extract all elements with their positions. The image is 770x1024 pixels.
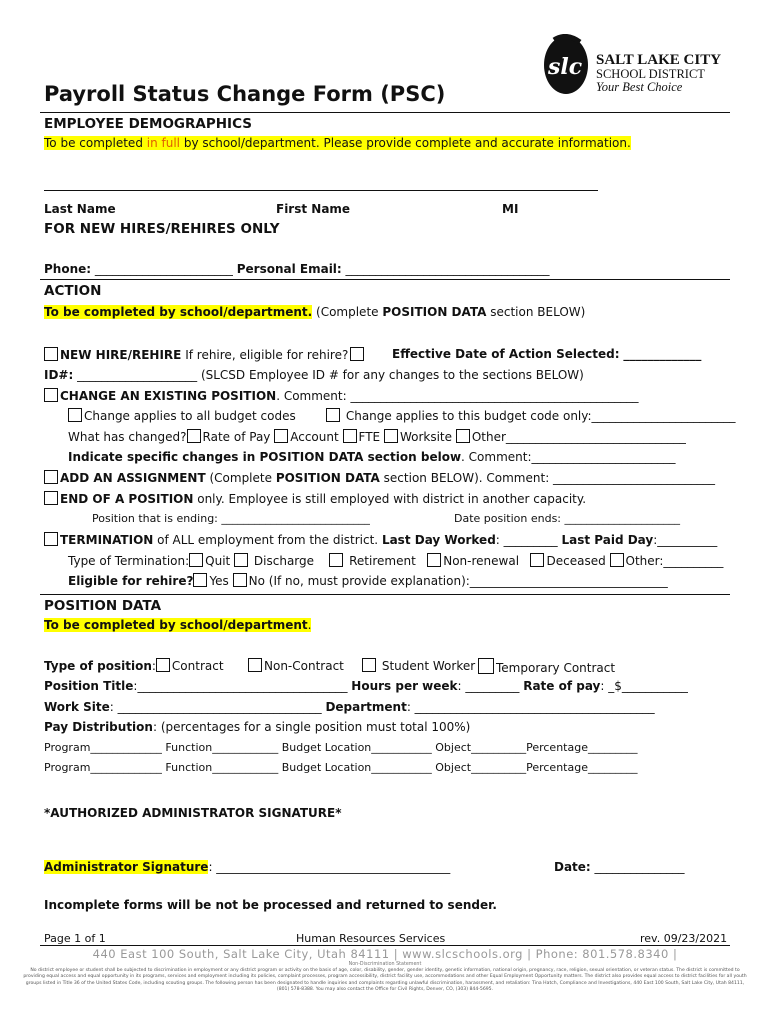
rate-of-pay-checkbox[interactable] <box>187 429 201 443</box>
discharge-checkbox[interactable] <box>234 553 248 567</box>
termination-checkbox[interactable] <box>44 532 58 546</box>
nonrenewal-checkbox[interactable] <box>427 553 441 567</box>
page-number: Page 1 of 1 <box>44 932 106 945</box>
distribution-row-1[interactable]: Program_____________ Function____________ Budget Location___________ Object__________Percentage_________ <box>44 741 638 754</box>
action-instruction: To be completed by school/department. (Complete POSITION DATA section BELOW) <box>44 305 586 319</box>
type-position-row: Type of position: Contract <box>44 659 224 673</box>
first-name-label: First Name <box>276 202 351 216</box>
position-title-row: Position Title:___________________________________ Hours per week: _________ Rate of pay: _$___________ <box>44 679 688 693</box>
worksite-row: Work Site: __________________________________ Department: ________________________________________ <box>44 700 655 714</box>
end-position-checkbox[interactable] <box>44 491 58 505</box>
worksite-field[interactable]: : __________________________________ <box>109 700 322 714</box>
add-assignment-row: ADD AN ASSIGNMENT (Complete POSITION DATA section BELOW). Comment: ___________________________ <box>44 470 715 485</box>
other-change-checkbox[interactable] <box>456 429 470 443</box>
position-ending-field[interactable]: Position that is ending: ___________________________ <box>92 512 370 525</box>
last-name-label: Last Name <box>44 202 116 216</box>
other-term-checkbox[interactable] <box>610 553 624 567</box>
footer-divider <box>40 945 730 946</box>
id-row: ID#: ____________________ (SLCSD Employee ID # for any changes to the sections BELOW) <box>44 368 584 382</box>
rehire-no-checkbox[interactable] <box>233 573 247 587</box>
signature-date-field[interactable]: _______________ <box>590 860 685 874</box>
add-assignment-checkbox[interactable] <box>44 470 58 484</box>
termination-row: TERMINATION of ALL employment from the district. Last Day Worked: _________ Last Paid Day:__________ <box>44 532 717 547</box>
date-ending-field[interactable]: Date position ends: _____________________ <box>454 512 681 525</box>
hours-field[interactable]: : _________ <box>457 679 524 693</box>
footer-department: Human Resources Services <box>296 932 446 945</box>
this-budget-row: Change applies to this budget code only:________________________ <box>326 408 736 423</box>
logo-org-line2: SCHOOL DISTRICT <box>596 67 705 81</box>
this-budget-checkbox[interactable] <box>326 408 340 422</box>
student-checkbox[interactable] <box>362 658 376 672</box>
nondisc-statement: No district employee or student shall be subjected to discrimination in employment or any district program or activity on the basis of age, color, disability, gender, gender identity, genetic information, national origin, pregnancy, race, religion, sexual orientation, or veteran status. The district is committed to providing equal access and equal opportunity in its programs, services and employment including its policies, complaint processes, program accessibility, district facility use, accommodations and other Equal Employment Opportunity matters. The district also provides equal access to district facilities for all youth groups listed in Title 36 of the United States Code, including scouting groups. The following person has been designated to handle inquiries and complaints regarding unlawful discrimination, harassment, and retaliation: Tina Hatch, Compliance and Investigations, 440 East 100 South, Salt Lake City, Utah 84111, (801) 578-8388. You may also contact the Office for Civil Rights, Denver, CO, (303) 844-5695. <box>23 968 747 993</box>
effective-date-field[interactable]: _____________ <box>623 347 702 361</box>
demographics-heading: EMPLOYEE DEMOGRAPHICS <box>44 116 252 132</box>
noncontract-checkbox[interactable] <box>248 658 262 672</box>
distribution-row-2[interactable]: Program_____________ Function____________ Budget Location___________ Object__________Percentage_________ <box>44 761 638 774</box>
deceased-checkbox[interactable] <box>530 553 544 567</box>
demographics-divider <box>40 279 730 280</box>
rehire-yes-checkbox[interactable] <box>193 573 207 587</box>
all-budget-row: Change applies to all budget codes <box>68 408 296 423</box>
pay-distribution-row: Pay Distribution: (percentages for a single position must total 100%) <box>44 720 471 734</box>
worksite-checkbox[interactable] <box>384 429 398 443</box>
mi-label: MI <box>502 202 519 216</box>
existing-position-row: CHANGE AN EXISTING POSITION. Comment: ________________________________________________ <box>44 388 638 403</box>
new-hire-checkbox[interactable] <box>44 347 58 361</box>
student-option: Student Worker <box>362 658 475 673</box>
page-title: Payroll Status Change Form (PSC) <box>44 82 446 106</box>
incomplete-notice: Incomplete forms will be not be processed and returned to sender. <box>44 898 497 912</box>
logo-org-line1: SALT LAKE CITY <box>596 52 722 68</box>
retirement-checkbox[interactable] <box>329 553 343 567</box>
new-hire-row: NEW HIRE/REHIRE If rehire, eligible for rehire? <box>44 347 366 362</box>
email-field[interactable]: __________________________________ <box>345 262 550 276</box>
end-position-row: END OF A POSITION only. Employee is still employed with district in another capacity. <box>44 491 586 506</box>
id-field[interactable]: ____________________ <box>77 368 198 382</box>
phone-row: Phone: _______________________ Personal Email: __________________________________ <box>44 262 550 276</box>
new-hires-heading: FOR NEW HIRES/REHIRES ONLY <box>44 221 280 237</box>
logo-initials: slc <box>548 54 583 80</box>
quit-checkbox[interactable] <box>189 553 203 567</box>
logo-tagline: Your Best Choice <box>596 80 683 94</box>
contract-checkbox[interactable] <box>156 658 170 672</box>
what-changed-row: What has changed? Rate of Pay Account FTE Worksite Other______________________________ <box>68 430 686 444</box>
district-logo <box>540 34 740 96</box>
admin-signature-row: Administrator Signature: _______________________________________ <box>44 860 451 874</box>
all-budget-checkbox[interactable] <box>68 408 82 422</box>
account-checkbox[interactable] <box>274 429 288 443</box>
action-divider <box>40 594 730 595</box>
position-heading: POSITION DATA <box>44 598 162 614</box>
nondisc-title: Non-Discrimination Statement <box>348 962 422 967</box>
footer-address: 440 East 100 South, Salt Lake City, Utah 84111 | www.slcschools.org | Phone: 801.578.8340 | <box>92 947 678 961</box>
noncontract-option: Non-Contract <box>248 658 344 673</box>
rate-field[interactable]: : _$___________ <box>600 679 688 693</box>
admin-signature-field[interactable]: : _______________________________________ <box>208 860 451 874</box>
position-instruction: To be completed by school/department. <box>44 618 312 632</box>
termination-type-row: Type of Termination: Quit Discharge Retirement Non-renewal Deceased Other:__________ <box>68 554 724 568</box>
phone-field[interactable]: _______________________ <box>94 262 233 276</box>
existing-position-checkbox[interactable] <box>44 388 58 402</box>
revision-date: rev. 09/23/2021 <box>640 932 728 945</box>
fte-checkbox[interactable] <box>343 429 357 443</box>
action-heading: ACTION <box>44 283 102 299</box>
department-field[interactable]: : ________________________________________ <box>406 700 655 714</box>
eligible-rehire-row: Eligible for rehire? Yes No (If no, must provide explanation):_________________________________ <box>68 574 668 588</box>
signature-heading: *AUTHORIZED ADMINISTRATOR SIGNATURE* <box>44 806 342 820</box>
demographics-instruction: To be completed in full by school/department. Please provide complete and accurate information. <box>44 136 631 150</box>
name-line[interactable] <box>44 190 598 191</box>
date-row: Date: _______________ <box>554 860 685 874</box>
title-divider <box>40 112 730 113</box>
temporary-checkbox[interactable] <box>478 658 494 674</box>
indicate-row: Indicate specific changes in POSITION DATA section below. Comment:________________________ <box>68 450 676 464</box>
position-title-field[interactable]: :___________________________________ <box>133 679 348 693</box>
effective-date-row: Effective Date of Action Selected: _____________ <box>392 347 702 361</box>
eligible-rehire-checkbox[interactable] <box>350 347 364 361</box>
temporary-option: Temporary Contract <box>478 658 615 675</box>
